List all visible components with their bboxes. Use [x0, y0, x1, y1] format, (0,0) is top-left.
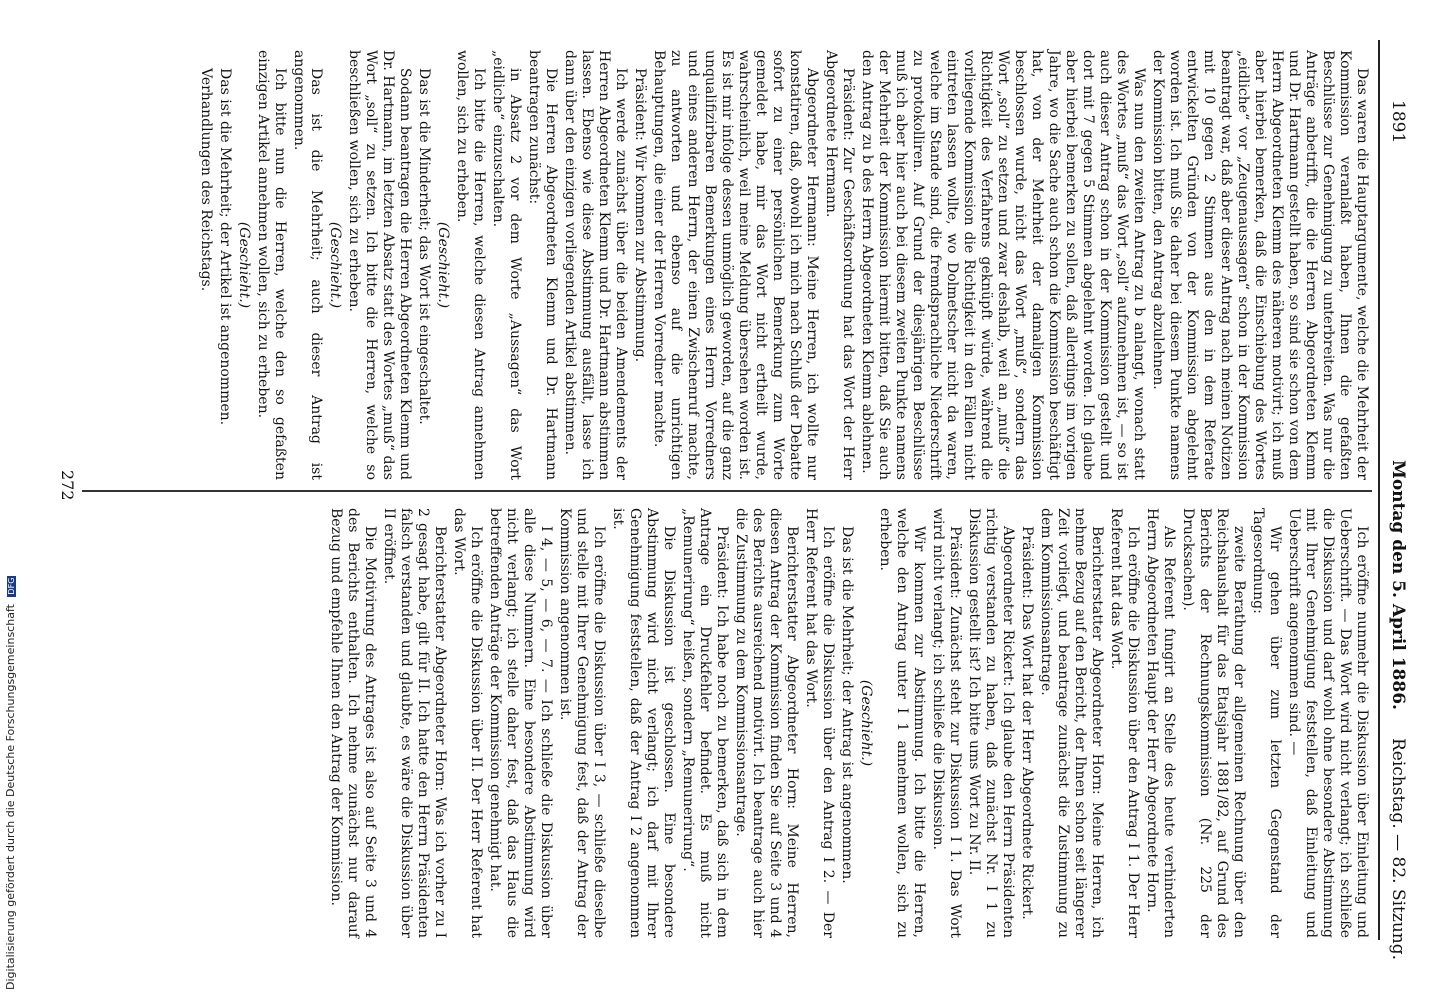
paragraph: Ich eröffne die Diskussion über den Antrag I 1. Der Herr Referent hat das Wort. — [1108, 508, 1141, 938]
paragraph: Was nun den zweiten Antrag zu b anlangt, wonach statt des Wortes „muß“ das Wort „soll“ aufzunehmen ist, — so ist auch dieser Antrag schon in der Kommission gestellt und dort mit 7 gegen 5 Stimmen abgelehnt worden. Ich glaube aber hierbei bemerken zu sollen, daß allerdings im vorigen Jahre, wo die Sache auch schon die Kommission beschäftigt hat, von der Mehrheit der damaligen Kommission beschlossen wurde, nicht das Wort „muß“, sondern das Wort „soll“ zu setzen und zwar deshalb, weil an „muß“ die Richtigkeit des Verfahrens geknüpft würde, während die vorliegende Kommission die Richtigkeit in den Fällen nicht eintreten lassen wollte, wo Dolmetscher nicht da waren, welche im Stande sind, die fremdsprachliche Niederschrift zu protokolliren. Auf Grund der diesjährigen Beschlüsse muß ich aber hier auch bei diesem zweiten Punkte namens der Mehrheit der Kommission hiermit bitten, daß Sie auch den Antrag zu b des Herrn Abgeordneten Klemm ablehnen. — [859, 50, 1147, 480]
footer-strip — [0, 0, 20, 1000]
paragraph: Das ist die Mehrheit; auch dieser Antrag ist angenommen. — [291, 50, 324, 480]
page-header — [1384, 30, 1412, 970]
paragraph: Berichterstatter Abgeordneter Horn: Was ich vorher zu I 2 gesagt habe, gilt für II. Ich hatte den Herrn Präsidenten falsch verstanden und glaubte, es wäre die Diskussion über II eröffnet. — [381, 508, 448, 938]
header-left: 1891 — [1388, 100, 1408, 144]
paragraph: (Geschieht.) — [327, 221, 343, 309]
header-right: Reichstag. — 82. Sitzung. — [1388, 737, 1408, 960]
footer-text-wrap — [4, 0, 17, 990]
text-column-right — [325, 508, 1370, 938]
paragraph: Das ist die Minderheit; das Wort ist eingeschaltet. — [416, 68, 432, 425]
page-number: 272 — [58, 470, 77, 501]
paragraph: Präsident: Das Wort hat der Herr Abgeordnete Rickert. — [1019, 526, 1035, 920]
header-center: Montag den 5. April 1886. — [1388, 460, 1408, 710]
paragraph: Berichterstatter Abgeordneter Horn: Meine Herren, diesen Antrag der Kommission finden Sie auf Seite 3 und 4 des Berichts ausreichend motivirt. Ich beantrage auch hier die Zustimmung zu dem Kommissionsantrage. — [733, 508, 800, 938]
paragraph: in Absatz 2 vor dem Worte „Aussagen“ das Wort „eidliche“ einzuschalten. — [490, 50, 523, 480]
paragraph: Das ist die Mehrheit; der Artikel ist angenommen. — [217, 68, 233, 426]
dfg-logo: DFG — [7, 577, 16, 595]
paragraph: Ich eröffne die Diskussion über den Antrag I 2. — Der Herr Referent hat das Wort. — [803, 508, 836, 938]
paragraph: Präsident: Zur Geschäftsordnung hat das Wort der Herr Abgeordnete Hermann. — [823, 50, 856, 480]
paragraph: (Geschieht.) — [236, 221, 252, 309]
paragraph: Die Motivirung des Antrages ist also auf Seite 3 und 4 des Berichts enthalten. Ich nehme zunächst nur darauf Bezug und empfehle Ihnen den Antrag der Kommission. — [328, 508, 378, 938]
paragraph: Das ist die Mehrheit; der Antrag ist angenommen. — [839, 526, 855, 884]
text-column-left — [195, 50, 1370, 480]
paragraph: Ich bitte nun die Herren, welche den so gefaßten einzigen Artikel annehmen wollen, sich zu erheben. — [255, 50, 288, 480]
paragraph: Sodann beantragen die Herren Abgeordneten Klemm und Dr. Hartmann, im letzten Absatz statt des Wortes „muß“ das Wort „soll“ zu setzen. Ich bitte die Herren, welche so beschließen wollen, sich zu erheben. — [346, 50, 413, 480]
paragraph: Berichterstatter Abgeordneter Horn: Meine Herren, ich nehme Bezug auf den Bericht, der Ihnen schon seit längerer Zeit vorliegt, und beantrage zunächst die Zustimmung zu dem Kommissionsantrage. — [1038, 508, 1105, 938]
paragraph: Präsident: Ich habe noch zu bemerken, daß sich in dem Antrage ein Druckfehler befindet. Es muß nicht „Remunerirung“ heißen, sondern „Remunerirung“. — [680, 508, 730, 938]
paragraph: Die Diskussion ist geschlossen. Eine besondere Abstimmung wird nicht verlangt; ich darf mit Ihrer Genehmigung feststellen, daß der Antrag I 2 angenommen ist. — [610, 508, 677, 938]
column-divider — [82, 490, 1372, 492]
paragraph: Abgeordneter Hermann: Meine Herren, ich wollte nur konstatiren, daß, obwohl ich mich nach Schluß der Debatte sofort zu einer persönlichen Bemerkung zum Worte gemeldet habe, mir das Wort nicht ertheilt wurde, wahrscheinlich, weil meine Meldung übersehen worden ist. Es ist mir infolge dessen unmöglich geworden, auf die ganz unqualifizirbaren Bemerkungen eines Herrn Vorredners und eines anderen Herrn, der einen Zwischenruf machte, zu antworten und ebenso auf die unrichtigen Behauptungen, die einer der Herren Vorredner machte. — [651, 50, 820, 480]
paragraph: Als Referent fungirt an Stelle des heute verhinderten Herrn Abgeordneten Haupt der Herr Abgeordnete Horn. — [1144, 508, 1177, 938]
paragraph: Ich eröffne die Diskussion über I 3, — schließe dieselbe und stelle mit Ihrer Genehmigung fest, daß der Antrag der Kommission angenommen ist. — [557, 508, 607, 938]
paragraph: Präsident: Wir kommen zur Abstimmung. — [632, 68, 648, 363]
paragraph: Das waren die Hauptargumente, welche die Mehrheit der Kommission veranlaßt haben, Ihnen die gefaßten Beschlüsse zur Genehmigung zu unterbreiten. Was nur die Anträge anbetrifft, die die Herren Abgeordneten Klemm und Dr. Hartmann gestellt haben, so sind sie schon von dem Herrn Abgeordneten Klemm des näheren motivirt; ich muß aber hierbei bemerken, daß die Einschiebung des Wortes „eidliche“ vor „Zeugenaussagen“ schon in der Kommission beantragt war, daß aber dieser Antrag nach meinen Notizen mit 10 gegen 2 Stimmen aus den in dem Referate entwickelten Gründen von der Kommission abgelehnt worden ist. Ich muß Sie daher bei diesem Punkte namens der Kommission bitten, den Antrag abzulehnen. — [1150, 50, 1370, 480]
paragraph: (Geschieht.) — [858, 679, 874, 767]
paragraph: Ich eröffne die Diskussion über II. Der Herr Referent hat das Wort. — [451, 508, 484, 938]
paragraph: Verhandlungen des Reichstags. — [198, 68, 214, 292]
paragraph: Präsident: Zunächst steht zur Diskussion I 1. Das Wort wird nicht verlangt; ich schließe die Diskussion. — [930, 508, 963, 938]
paragraph: Ich bitte die Herren, welche diesen Antrag annehmen wollen, sich zu erheben. — [454, 50, 487, 480]
paragraph: Abgeordneter Rickert: Ich glaube den Herrn Präsidenten richtig verstanden zu haben, daß zunächst Nr. I 1 zu Diskussion gestellt ist? Ich bitte ums Wort zu Nr. II. — [966, 508, 1016, 938]
paragraph: Wir gehen über zum letzten Gegenstand der Tagesordnung: — [1250, 508, 1283, 938]
footer-text: Digitalisierung gefördert durch die Deutsche Forschungsgemeinschaft — [4, 604, 17, 990]
paragraph: zweite Berathung der allgemeinen Rechnung über den Reichshaushalt für das Etatsjahr 1881/82, auf Grund des Berichts der Rechnungskommission (Nr. 225 der Drucksachen). — [1180, 508, 1247, 938]
paragraph: Die Herren Abgeordneten Klemm und Dr. Hartmann beantragen zunächst: — [526, 50, 559, 480]
header-rule — [1378, 40, 1380, 940]
paragraph: I 4, — 5, — 6, — 7. — Ich schließe die Diskussion über alle diese Nummern. Eine besondere Abstimmung wird nicht verlangt; ich stelle daher fest, daß das Haus die betreffenden Anträge der Kommission genehmigt hat. — [487, 508, 554, 938]
paragraph: (Geschieht.) — [435, 221, 451, 309]
paragraph: Wir kommen zur Abstimmung. Ich bitte die Herren, welche den Antrag unter I 1 annehmen wollen, sich zu erheben. — [877, 508, 927, 938]
paragraph: Ich werde zunächst über die beiden Amendements der Herren Abgeordneten Klemm und Dr. Hartmann abstimmen lassen. Ebenso wie diese Abstimmung ausfällt, lasse ich dann über den einzigen vorliegenden Artikel abstimmen. — [562, 50, 629, 480]
paragraph: Ich eröffne nunmehr die Diskussion über Einleitung und Ueberschrift. — Das Wort wird nicht verlangt; ich schließe die Diskussion und darf wohl ohne besondere Abstimmung mit Ihrer Genehmigung feststellen, daß Einleitung und Ueberschrift angenommen sind. — — [1286, 508, 1370, 938]
